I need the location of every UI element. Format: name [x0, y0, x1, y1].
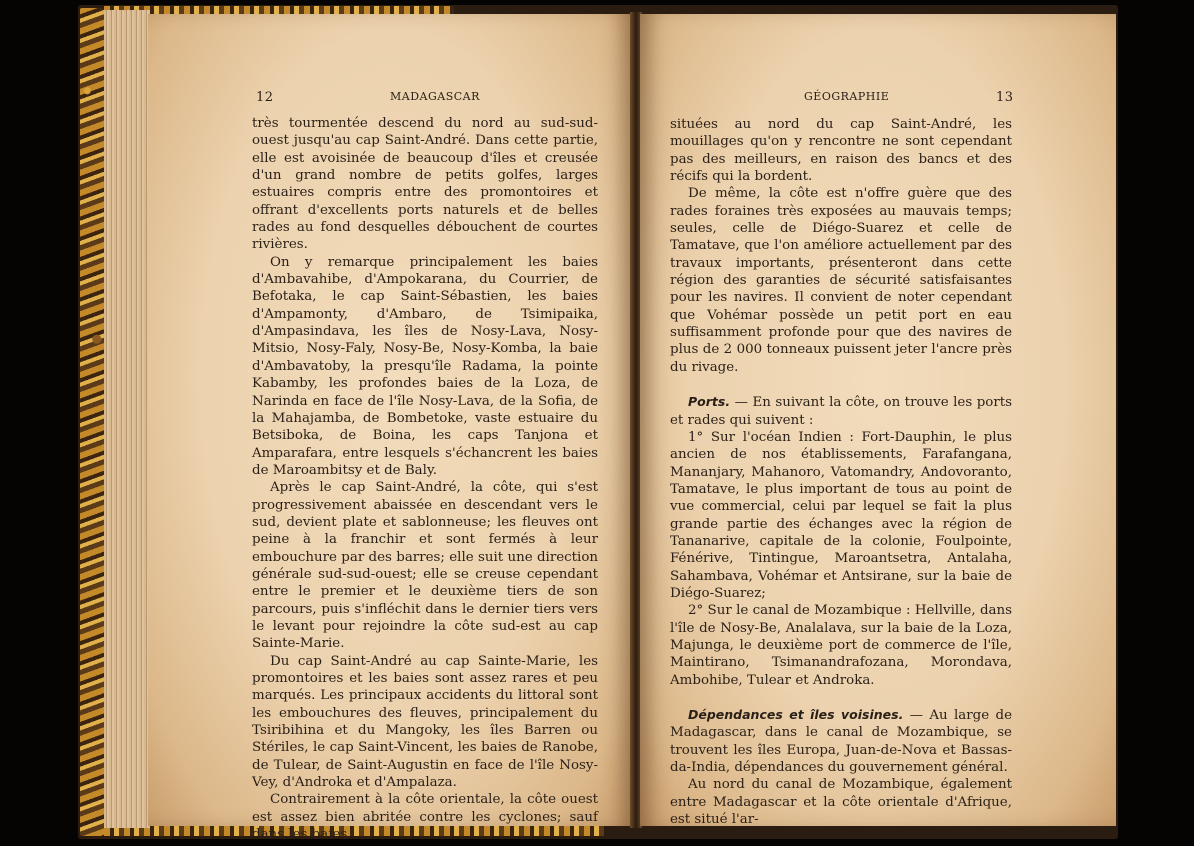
left-page-body: [252, 115, 598, 843]
paragraph: 2° Sur le canal de Mozambique : Hellville, dans l'île de Nosy-Be, Analalava, sur la baie de la Loza, Majunga, le deuxième port de commerce de l'île, Maintirano, Tsimanandrafozana, Morondava, Ambohibe, Tulear et Androka.: [670, 603, 1012, 688]
ports-intro: — En suivant la côte, on trouve les ports et rades qui suivent :: [670, 395, 1012, 428]
paragraph: 1° Sur l'océan Indien : Fort-Dauphin, le plus ancien de nos établissements, Farafangana, Mananjary, Mahanoro, Vatomandry, Andovoranto, Tamatave, le plus important de tous au point de vue commercial, celui par lequel se fait la plus grande partie des échanges avec la région de Tananarive, capitale de la colonie, Foulpointe, Fénérive, Tintingue, Maroantsetra, Antalaha, Sahambava, Vohémar et Antsirane, sur la baie de Diégo-Suarez;: [670, 429, 1012, 601]
ports-paragraph: [670, 393, 1012, 429]
page-edges-stack: [104, 10, 150, 828]
paragraph: Contrairement à la côte orientale, la côte ouest est assez bien abritée contre les cyclones; sauf dans les baies: [252, 792, 598, 843]
left-page-number: 12: [256, 90, 274, 105]
dependances-text: — Au large de Madagascar, dans le canal de Mozambique, se trouvent les îles Europa, Juan-de-Nova et Bassas-da-India, dépendances du gouvernement général.: [670, 708, 1012, 776]
paragraph: Au nord du canal de Mozambique, également entre Madagascar et la côte orientale d'Afrique, est situé l'ar-: [670, 777, 1012, 828]
paragraph: Après le cap Saint-André, la côte, qui s'est progressivement abaissée en descendant vers le sud, devient plate et sablonneuse; les fleuves ont peine à la franchir et sont fermés à leur embouchure par des barres; elle suit une direction générale sud-sud-ouest; elle se creuse cependant entre le premier et le deuxième tiers de son parcours, puis s'infléchit dans le dernier tiers vers le levant pour rejoindre la côte sud-est au cap Sainte-Marie.: [252, 480, 598, 652]
dependances-heading: Dépendances et îles voisines.: [688, 707, 904, 722]
right-page: [640, 14, 1116, 826]
ports-heading: Ports.: [688, 394, 731, 410]
dependances-paragraph: [670, 706, 1012, 776]
right-page-body: [670, 116, 1012, 828]
left-page: [148, 14, 632, 843]
paragraph: Du cap Saint-André au cap Sainte-Marie, les promontoires et les baies sont assez rares et peu marqués. Les principaux accidents du littoral sont les embouchures des fleuves, principalement du Tsiribihina et du Mangoky, les îles Barren ou Stériles, le cap Saint-Vincent, les baies de Ranobe, de Tulear, de Saint-Augustin en face de l'île Nosy-Vey, d'Androka et d'Ampalaza.: [252, 653, 598, 791]
right-running-head: GÉOGRAPHIE: [804, 90, 890, 103]
paragraph: On y remarque principalement les baies d'Ambavahibe, d'Ampokarana, du Courrier, de Befotaka, le cap Saint-Sébastien, les baies d'Ampamonty, d'Ambaro, de Tsimipaika, d'Ampasindava, les îles de Nosy-Lava, Nosy-Mitsio, Nosy-Faly, Nosy-Be, Nosy-Komba, la baie d'Ambavatoby, la presqu'île Radama, la pointe Kabamby, les profondes baies de la Loza, de Narinda en face de l'île Nosy-Lava, de la Sofia, de la Mahajamba, de Bombetoke, vaste estuaire du Betsiboka, de Boina, les caps Tanjona et Amparafara, entre lesquels s'échancrent les baies de Maroambitsy et de Baly.: [252, 254, 598, 478]
paragraph: De même, la côte est n'offre guère que des rades foraines très exposées au mauvais temps; seules, celle de Diégo-Suarez et celle de Tamatave, que l'on améliore actuellement par des travaux importants, présenteront dans cette région des garanties de sécurité satisfaisantes pour les navires. Il convient de noter cependant que Vohémar possède un petit port en eau suffisamment profonde pour que des navires de plus de 2 000 tonneaux puissent jeter l'ancre près du rivage.: [670, 186, 1012, 375]
marbled-cover-top-edge: [104, 6, 454, 14]
paragraph: situées au nord du cap Saint-André, les mouillages qu'on y rencontre ne sont cependant pas des meilleurs, en raison des bancs et des récifs qui la bordent.: [670, 117, 1012, 185]
marbled-cover-edge: [80, 8, 104, 836]
paragraph: très tourmentée descend du nord au sud-sud-ouest jusqu'au cap Saint-André. Dans cette partie, elle est avoisinée de beaucoup d'îles et creusée d'un grand nombre de petits golfes, larges estuaires compris entre des promontoires et offrant d'excellents ports naturels et de belles rades au fond desquelles débouchent de courtes rivières.: [252, 116, 598, 253]
right-page-number: 13: [996, 90, 1014, 105]
left-running-head: MADAGASCAR: [390, 90, 480, 103]
